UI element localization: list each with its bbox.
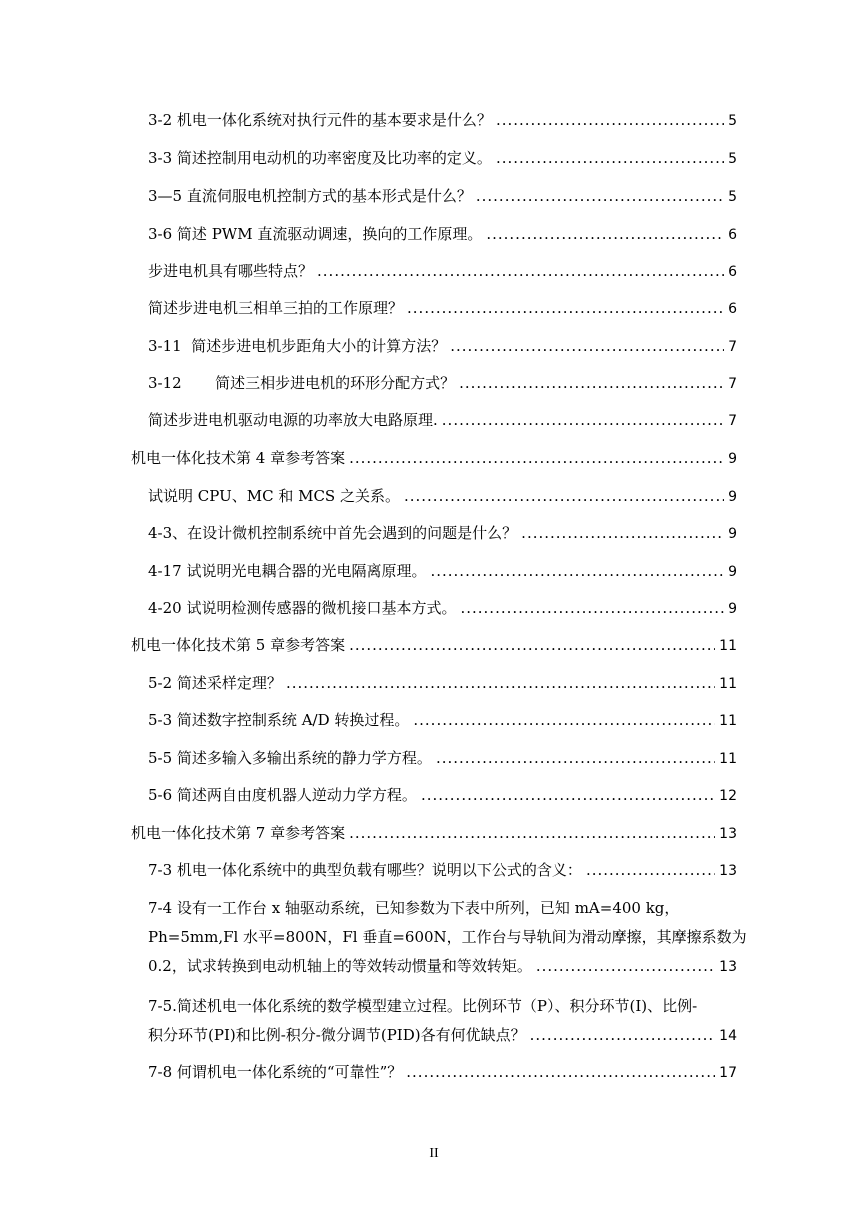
toc-entry-title: 积分环节(PI)和比例-积分-微分调节(PID)各有何优缺点？	[148, 1026, 526, 1044]
dot-leader	[521, 523, 724, 543]
toc-chapter-entry[interactable]	[131, 823, 737, 844]
toc-entry[interactable]	[148, 710, 737, 731]
dot-leader	[496, 148, 724, 168]
toc-entry[interactable]	[148, 261, 737, 282]
toc-entry[interactable]	[148, 410, 737, 431]
toc-entry-title: 3-3 简述控制用电动机的功率密度及比功率的定义。	[148, 149, 492, 167]
toc-entry[interactable]	[148, 224, 737, 245]
toc-entry-title: 3-11 简述步进电机步距角大小的计算方法？	[148, 337, 447, 355]
dot-leader	[476, 186, 724, 206]
dot-leader	[349, 448, 724, 468]
toc-chapter-title: 机电一体化技术第 7 章参考答案	[131, 824, 346, 842]
dot-leader	[404, 486, 724, 506]
toc-entry-title: 4-17 试说明光电耦合器的光电隔离原理。	[148, 562, 427, 580]
dot-leader	[530, 1025, 716, 1045]
toc-entry-page: 9	[728, 526, 737, 542]
toc-entry-page: 14	[719, 1028, 737, 1044]
toc-entry[interactable]	[148, 336, 737, 357]
toc-entry[interactable]	[148, 673, 737, 694]
toc-entry-title: 5-2 简述采样定理？	[148, 674, 282, 692]
toc-entry-page: 7	[728, 339, 737, 355]
toc-entry[interactable]	[148, 298, 737, 319]
toc-entry-page: 13	[719, 959, 737, 975]
toc-entry[interactable]	[148, 561, 737, 582]
toc-entry-title: 试说明 CPU、MC 和 MCS 之关系。	[148, 487, 400, 505]
toc-entry-page: 9	[728, 601, 737, 617]
dot-leader	[349, 823, 715, 843]
toc-entry[interactable]	[148, 1062, 737, 1083]
toc-entry-page: 17	[719, 1065, 737, 1081]
dot-leader	[459, 373, 724, 393]
dot-leader	[317, 261, 724, 281]
toc-entry-title: 3-12 简述三相步进电机的环形分配方式？	[148, 374, 456, 392]
toc-entry-title: 3—5 直流伺服电机控制方式的基本形式是什么？	[148, 187, 472, 205]
toc-entry[interactable]	[148, 748, 737, 769]
toc-entry-title-line: Ph=5mm,Fl 水平=800N，Fl 垂直=600N，工作台与导轨间为滑动摩擦，其摩擦系数为	[148, 928, 747, 946]
toc-entry[interactable]	[148, 860, 737, 881]
toc-entry-page: 5	[728, 113, 737, 129]
toc-entry-page: 6	[728, 301, 737, 317]
toc-entry-page: 11	[719, 751, 737, 767]
toc-entry-page: 7	[728, 413, 737, 429]
toc-chapter-entry[interactable]	[131, 635, 737, 656]
toc-entry[interactable]	[148, 110, 737, 131]
dot-leader	[430, 561, 724, 581]
toc-entry-page: 6	[728, 264, 737, 280]
page-number-footer: II	[429, 1146, 439, 1161]
toc-entry[interactable]	[148, 186, 737, 207]
toc-entry-page: 9	[728, 489, 737, 505]
toc-entry[interactable]	[148, 598, 737, 619]
dot-leader	[406, 1062, 715, 1082]
toc-entry-page: 5	[728, 189, 737, 205]
toc-entry-title: 0.2，试求转换到电动机轴上的等效转动惯量和等效转矩。	[148, 957, 532, 975]
toc-entry-title: 4-3、在设计微机控制系统中首先会遇到的问题是什么？	[148, 524, 518, 542]
toc-entry-page: 6	[728, 227, 737, 243]
dot-leader	[450, 336, 724, 356]
toc-entry-page: 11	[719, 713, 737, 729]
toc-entry-title-line: 7-4 设有一工作台 x 轴驱动系统，已知参数为下表中所列，已知 mA=400 kg，	[148, 899, 680, 917]
toc-chapter-title: 机电一体化技术第 4 章参考答案	[131, 449, 346, 467]
toc-chapter-entry[interactable]	[131, 448, 737, 469]
dot-leader	[536, 956, 715, 976]
toc-entry[interactable]	[148, 373, 737, 394]
dot-leader	[413, 710, 715, 730]
toc-entry[interactable]	[148, 148, 737, 169]
toc-entry-page: 9	[728, 564, 737, 580]
dot-leader	[442, 410, 724, 430]
toc-entry-page: 13	[719, 863, 737, 879]
toc-entry-title: 5-3 简述数字控制系统 A/D 转换过程。	[148, 711, 410, 729]
dot-leader	[421, 785, 715, 805]
dot-leader	[486, 224, 724, 244]
dot-leader	[460, 598, 724, 618]
toc-entry-page: 12	[719, 788, 737, 804]
toc-entry-title: 5-5 简述多输入多输出系统的静力学方程。	[148, 749, 432, 767]
toc-entry[interactable]	[148, 785, 737, 806]
toc-entry-multiline[interactable]	[148, 996, 737, 1046]
toc-entry-title: 7-8 何谓机电一体化系统的“可靠性”？	[148, 1063, 403, 1081]
toc-entry-title: 4-20 试说明检测传感器的微机接口基本方式。	[148, 599, 457, 617]
toc-entry-page: 9	[728, 451, 737, 467]
dot-leader	[349, 635, 715, 655]
toc-entry-title: 7-3 机电一体化系统中的典型负载有哪些？说明以下公式的含义：	[148, 861, 582, 879]
dot-leader	[286, 673, 715, 693]
toc-entry-title: 简述步进电机三相单三拍的工作原理？	[148, 299, 404, 317]
toc-entry-page: 11	[719, 676, 737, 692]
toc-entry-page: 11	[719, 638, 737, 654]
toc-entry-page: 7	[728, 376, 737, 392]
dot-leader	[586, 860, 715, 880]
toc-entry[interactable]	[148, 486, 737, 507]
toc-entry-title: 步进电机具有哪些特点？	[148, 262, 314, 280]
toc-entry-page: 5	[728, 151, 737, 167]
toc-entry-title-line: 7-5.简述机电一体化系统的数学模型建立过程。比例环节（P）、积分环节(I)、比例-	[148, 997, 698, 1015]
toc-chapter-title: 机电一体化技术第 5 章参考答案	[131, 636, 346, 654]
toc-entry-page: 13	[719, 826, 737, 842]
toc-entry-title: 简述步进电机驱动电源的功率放大电路原理.	[148, 411, 438, 429]
dot-leader	[436, 748, 715, 768]
toc-entry[interactable]	[148, 523, 737, 544]
toc-entry-title: 3-6 简述 PWM 直流驱动调速，换向的工作原理。	[148, 225, 483, 243]
toc-entry-multiline[interactable]	[148, 898, 747, 977]
toc-entry-title: 5-6 简述两自由度机器人逆动力学方程。	[148, 786, 417, 804]
toc-entry-title: 3-2 机电一体化系统对执行元件的基本要求是什么？	[148, 111, 492, 129]
dot-leader	[407, 298, 724, 318]
dot-leader	[496, 110, 724, 130]
